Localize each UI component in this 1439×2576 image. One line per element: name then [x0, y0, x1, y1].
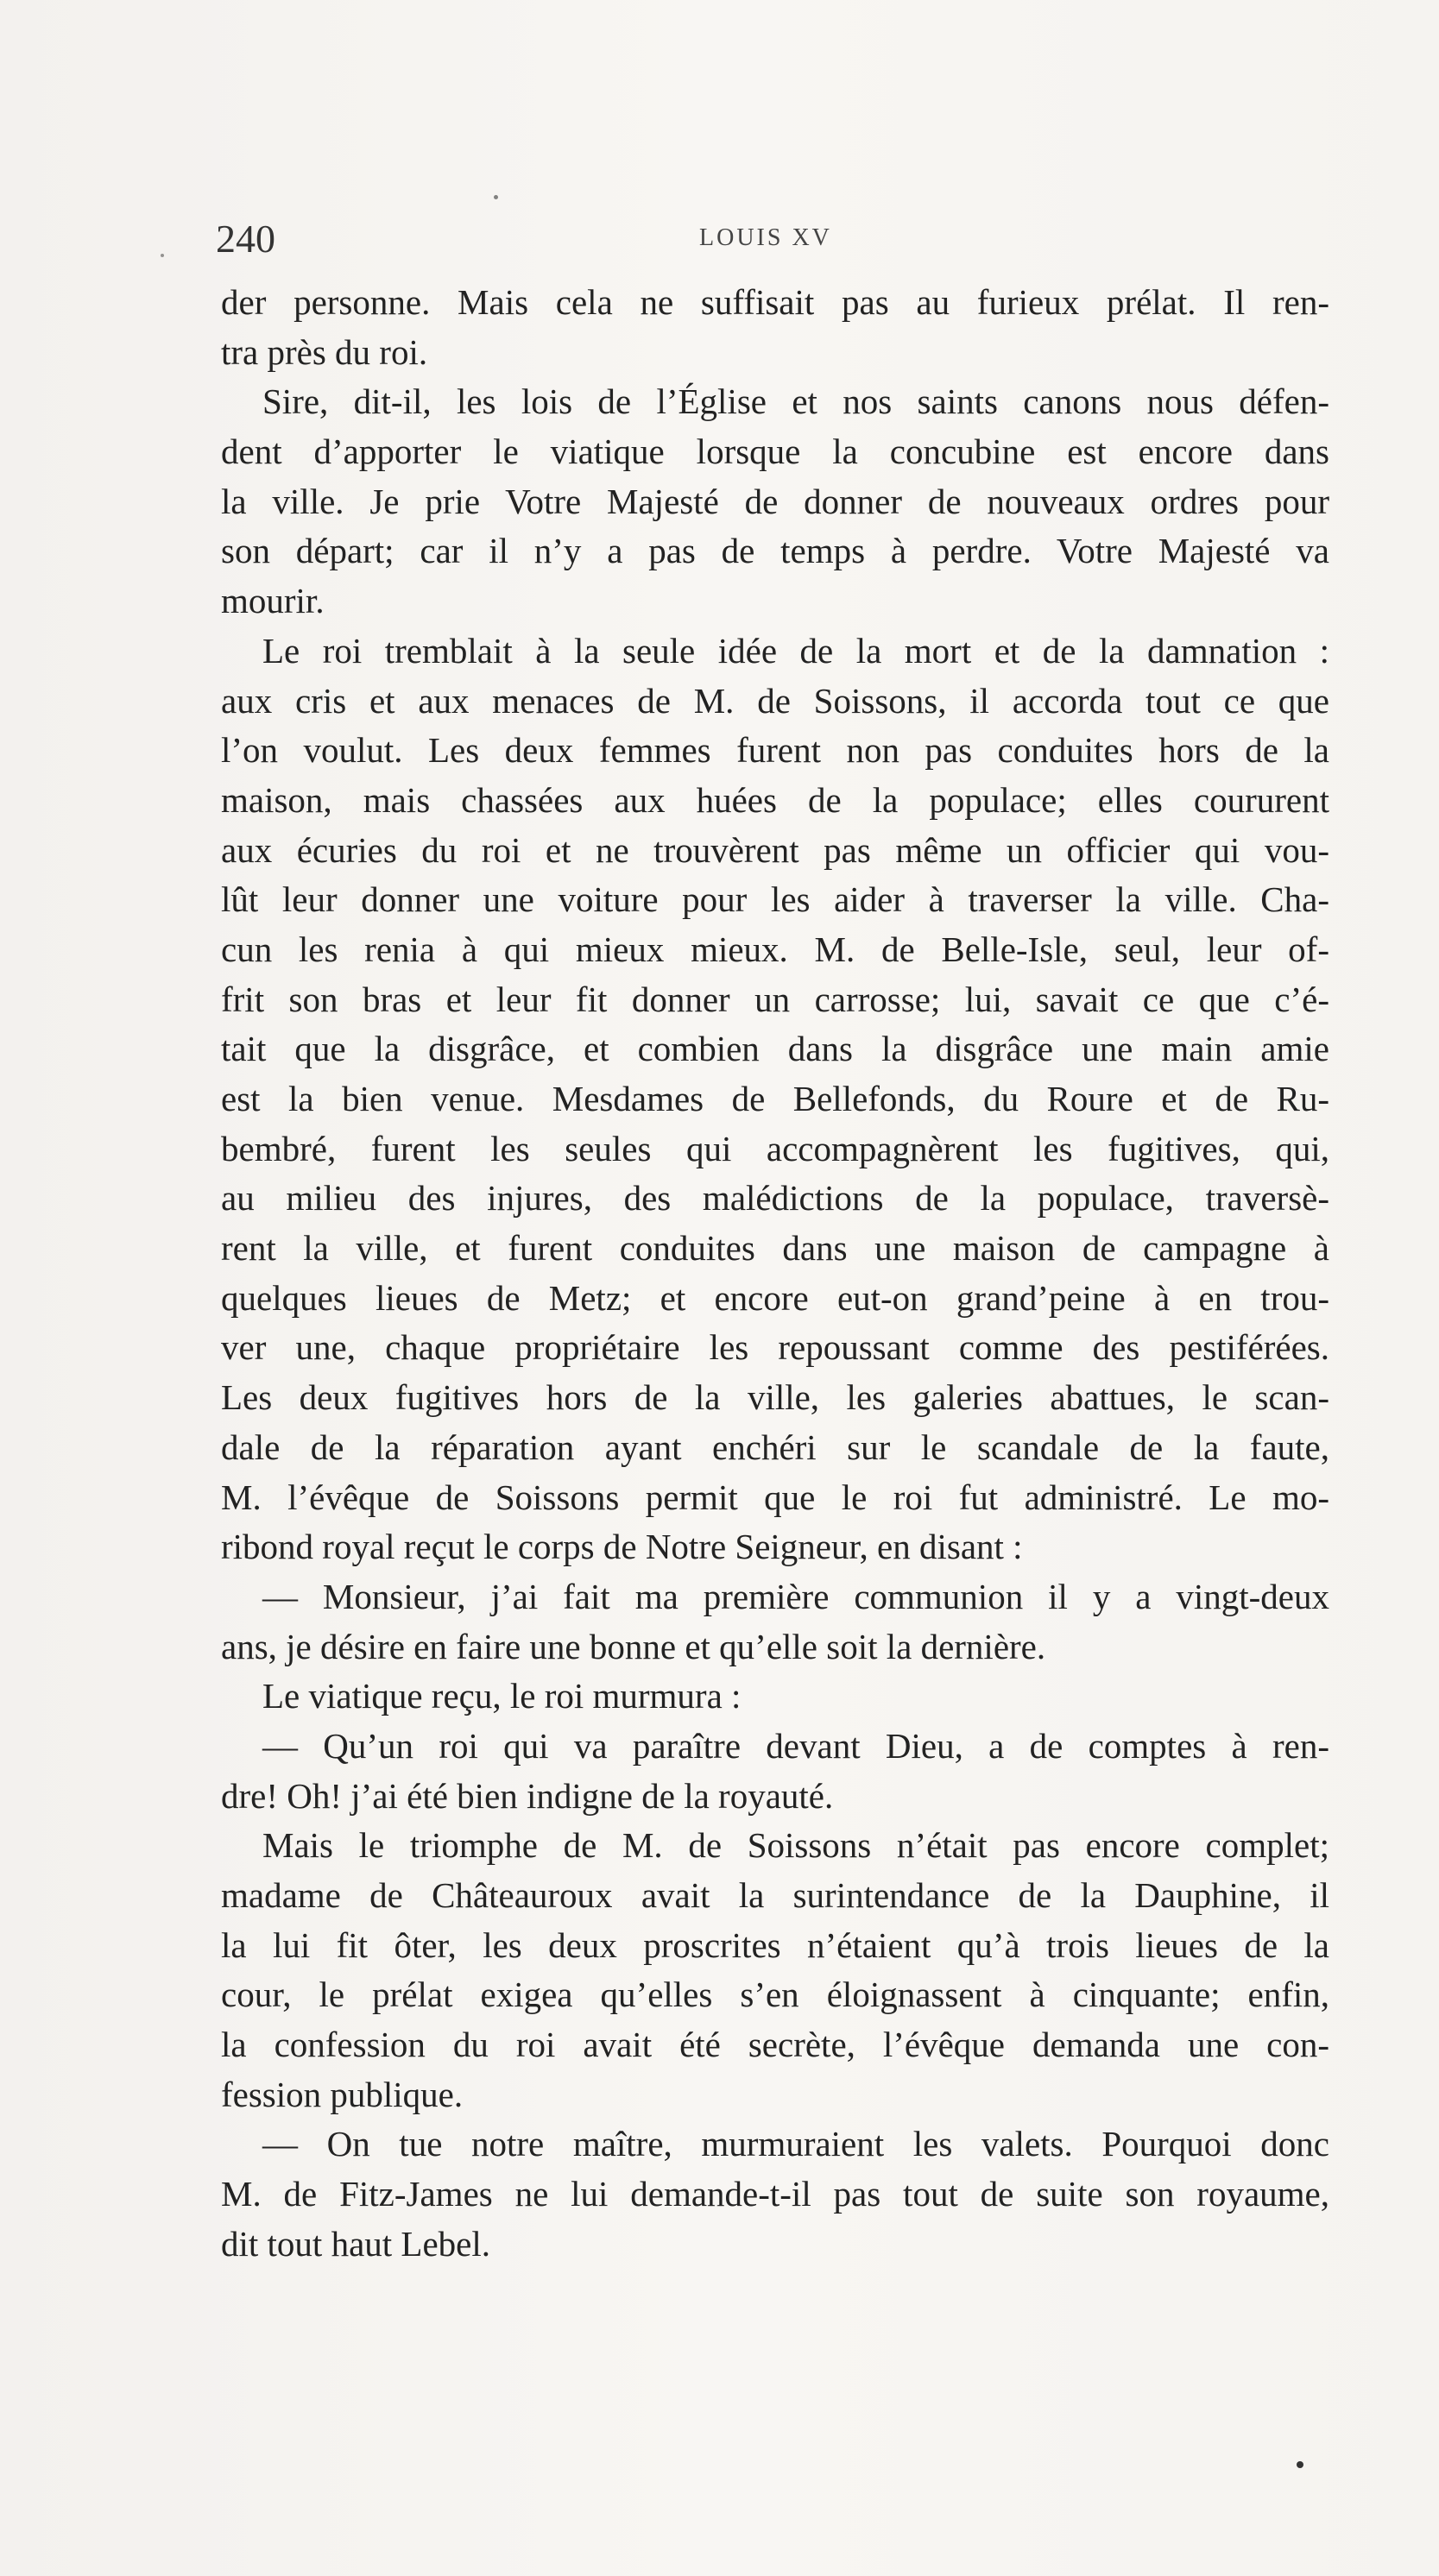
text-line: dale de la réparation ayant enchéri sur le scandale de la faute,: [221, 1427, 1329, 1467]
text-line: bembré, furent les seules qui accompagnèrent les fugitives, qui,: [221, 1128, 1329, 1168]
text-line: aux écuries du roi et ne trouvèrent pas même un officier qui vou-: [221, 829, 1329, 870]
text-line: rent la ville, et furent conduites dans une maison de campagne à: [221, 1228, 1329, 1269]
text-line: la ville. Je prie Votre Majesté de donner de nouveaux ordres pour: [221, 481, 1329, 521]
ink-speck: [494, 195, 498, 199]
text-line: aux cris et aux menaces de M. de Soissons, il accorda tout ce que: [221, 680, 1329, 721]
text-line: Sire, dit-il, les lois de l’Église et nos saints canons nous défen-: [262, 381, 1329, 422]
text-line: est la bien venue. Mesdames de Bellefonds, du Roure et de Ru-: [221, 1079, 1329, 1118]
text-line: — On tue notre maître, murmuraient les valets. Pourquoi donc: [262, 2124, 1329, 2164]
body-text: [221, 278, 1329, 2270]
text-line: la confession du roi avait été secrète, l’évêque demanda une con-: [221, 2025, 1329, 2065]
text-line: Les deux fugitives hors de la ville, les galeries abattues, le scan-: [221, 1377, 1329, 1418]
text-line: au milieu des injures, des malédictions de la populace, traversè-: [221, 1178, 1329, 1219]
page-header: [216, 216, 1329, 268]
text-line: la lui fit ôter, les deux proscrites n’étaient qu’à trois lieues de la: [221, 1924, 1329, 1965]
text-line: quelques lieues de Metz; et encore eut-on grand’peine à en trou-: [221, 1277, 1329, 1318]
text-line: ans, je désire en faire une bonne et qu’elle soit la dernière.: [221, 1626, 1046, 1666]
text-line: son départ; car il n’y a pas de temps à perdre. Votre Majesté va: [221, 531, 1329, 571]
text-line: lût leur donner une voiture pour les aider à traverser la ville. Cha-: [221, 879, 1329, 920]
text-line: — Qu’un roi qui va paraître devant Dieu, a de comptes à ren-: [262, 1725, 1329, 1766]
text-line: Le roi tremblait à la seule idée de la mort et de la damnation :: [262, 630, 1329, 671]
text-line: fession publique.: [221, 2074, 464, 2114]
text-line: madame de Châteauroux avait la surintendance de la Dauphine, il: [221, 1875, 1329, 1915]
text-line: M. de Fitz-James ne lui demande-t-il pas tout de suite son royaume,: [221, 2174, 1329, 2214]
text-line: — Monsieur, j’ai fait ma première communion il y a vingt-deux: [262, 1576, 1329, 1616]
text-line: der personne. Mais cela ne suffisait pas au furieux prélat. Il ren-: [221, 282, 1329, 322]
text-line: dre! Oh! j’ai été bien indigne de la royauté.: [221, 1775, 834, 1816]
text-line: maison, mais chassées aux huées de la populace; elles coururent: [221, 779, 1329, 820]
text-line: cun les renia à qui mieux mieux. M. de Belle-Isle, seul, leur of-: [221, 929, 1329, 969]
text-line: mourir.: [221, 581, 325, 621]
text-line: dent d’apporter le viatique lorsque la concubine est encore dans: [221, 431, 1329, 472]
text-line: Mais le triomphe de M. de Soissons n’était pas encore complet;: [262, 1825, 1329, 1866]
text-line: l’on voulut. Les deux femmes furent non pas conduites hors de la: [221, 730, 1329, 771]
ink-speck: [161, 254, 164, 257]
page-number: 240: [216, 217, 275, 261]
ink-speck: [1297, 2461, 1303, 2468]
text-line: tra près du roi.: [221, 331, 428, 372]
text-line: cour, le prélat exigea qu’elles s’en éloignassent à cinquante; enfin,: [221, 1975, 1329, 2015]
text-line: tait que la disgrâce, et combien dans la disgrâce une main amie: [221, 1029, 1329, 1069]
text-line: Le viatique reçu, le roi murmura :: [262, 1676, 742, 1716]
text-line: ribond royal reçut le corps de Notre Seigneur, en disant :: [221, 1527, 1023, 1567]
running-head: LOUIS XV: [699, 224, 832, 251]
text-line: dit tout haut Lebel.: [221, 2223, 490, 2264]
text-line: frit son bras et leur fit donner un carrosse; lui, savait ce que c’é-: [221, 979, 1329, 1019]
text-line: M. l’évêque de Soissons permit que le roi fut administré. Le mo-: [221, 1477, 1329, 1517]
text-line: ver une, chaque propriétaire les repoussant comme des pestiférées.: [221, 1327, 1329, 1368]
